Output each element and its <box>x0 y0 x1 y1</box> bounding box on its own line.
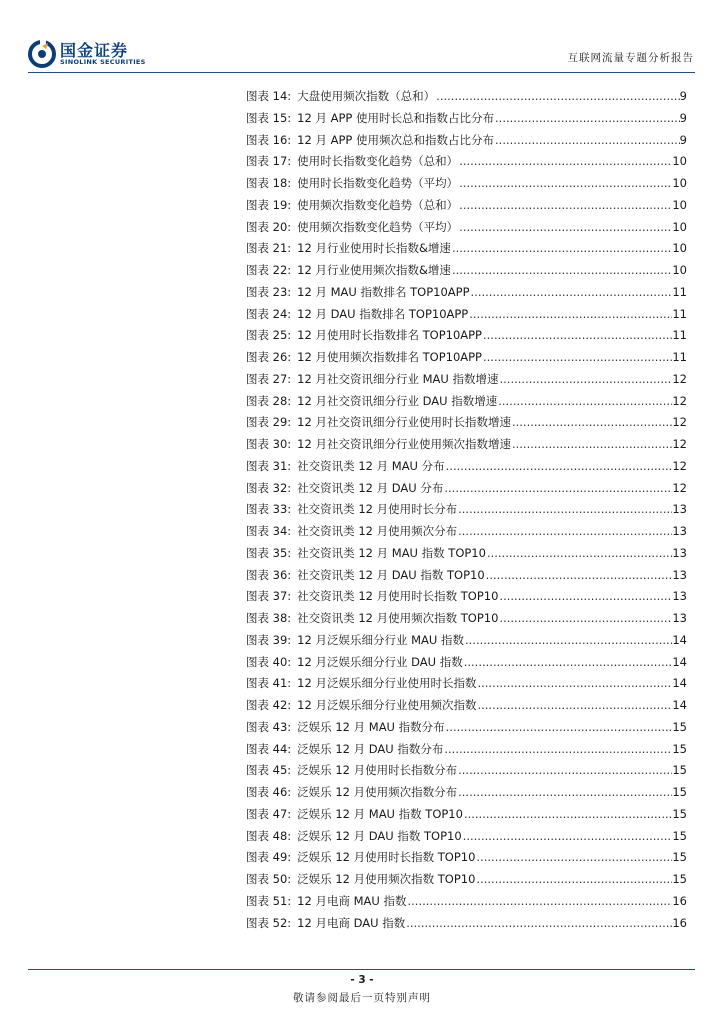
toc-page-number: 15 <box>672 872 687 886</box>
toc-entry[interactable] <box>246 739 687 761</box>
toc-page-number: 16 <box>672 893 687 908</box>
toc-entry[interactable] <box>246 434 687 456</box>
toc-figure-title: 12 月 APP 使用频次总和指数占比分布 <box>297 132 495 147</box>
toc-entry[interactable] <box>246 195 687 217</box>
toc-dot-leader <box>494 108 680 130</box>
toc-dot-leader <box>451 260 672 282</box>
toc-figure-label: 图表 39: <box>246 632 292 647</box>
toc-page-number: 13 <box>672 524 687 538</box>
toc-page-number: 11 <box>672 306 687 321</box>
toc-figure-label: 图表 48: <box>246 828 292 843</box>
header-divider <box>28 72 695 73</box>
toc-page-number: 13 <box>672 611 687 625</box>
toc-page-number: 14 <box>672 676 687 691</box>
toc-figure-label: 图表 42: <box>246 698 292 712</box>
toc-dot-leader <box>445 717 673 739</box>
toc-figure-label: 图表 31: <box>246 458 292 473</box>
toc-page-number: 10 <box>672 176 687 190</box>
toc-entry[interactable] <box>246 869 687 891</box>
toc-page-number: 14 <box>672 698 687 712</box>
toc-dot-leader <box>475 869 672 891</box>
toc-figure-label: 图表 45: <box>246 763 292 778</box>
toc-page-number: 12 <box>672 393 687 408</box>
toc-figure-title: 12 月行业使用时长指数&增速 <box>297 241 451 256</box>
toc-dot-leader <box>458 217 672 239</box>
toc-entry[interactable] <box>246 760 687 782</box>
toc-figure-label: 图表 30: <box>246 437 292 451</box>
toc-page-number: 11 <box>672 284 687 299</box>
toc-entry[interactable] <box>246 130 687 152</box>
toc-entry[interactable] <box>246 456 687 478</box>
toc-figure-label: 图表 50: <box>246 872 292 886</box>
toc-figure-title: 12 月社交资讯细分行业 MAU 指数增速 <box>297 371 499 386</box>
toc-page-number: 10 <box>672 263 687 277</box>
toc-page-number: 13 <box>672 567 687 582</box>
toc-figure-title: 泛娱乐 12 月使用频次指数分布 <box>297 785 458 799</box>
toc-figure-label: 图表 16: <box>246 132 292 147</box>
toc-figure-title: 泛娱乐 12 月使用时长指数 TOP10 <box>297 850 476 865</box>
toc-entry[interactable] <box>246 804 687 826</box>
toc-figure-title: 12 月泛娱乐细分行业 DAU 指数 <box>297 654 463 669</box>
toc-dot-leader <box>405 913 672 935</box>
toc-dot-leader <box>457 760 672 782</box>
toc-page-number: 12 <box>672 437 687 451</box>
toc-entry[interactable] <box>246 391 687 413</box>
toc-figure-label: 图表 17: <box>246 154 292 169</box>
toc-dot-leader <box>468 304 672 326</box>
toc-figure-title: 12 月 MAU 指数排名 TOP10APP <box>297 284 470 299</box>
toc-dot-leader <box>462 826 673 848</box>
toc-figure-label: 图表 44: <box>246 741 292 756</box>
toc-dot-leader <box>475 847 672 869</box>
toc-entry[interactable] <box>246 630 687 652</box>
toc-figure-title: 社交资讯类 12 月 DAU 分布 <box>297 480 444 495</box>
toc-figure-title: 12 月泛娱乐细分行业使用频次指数 <box>297 698 477 712</box>
logo-english-name: SINOLINK SECURITIES <box>60 58 146 66</box>
toc-figure-label: 图表 21: <box>246 241 292 256</box>
toc-figure-title: 社交资讯类 12 月使用频次分布 <box>297 524 458 538</box>
disclaimer-note: 敬请参阅最后一页特别声明 <box>293 992 431 1004</box>
toc-figure-title: 大盘使用频次指数（总和） <box>297 89 436 103</box>
toc-figure-label: 图表 37: <box>246 589 292 604</box>
toc-dot-leader <box>498 608 672 630</box>
toc-entry[interactable] <box>246 347 687 369</box>
toc-entry[interactable] <box>246 586 687 608</box>
toc-figure-label: 图表 32: <box>246 480 292 495</box>
toc-page-number: 15 <box>672 806 687 821</box>
toc-figure-title: 社交资讯类 12 月使用时长分布 <box>297 502 458 517</box>
toc-figure-label: 图表 51: <box>246 893 292 908</box>
toc-dot-leader <box>443 739 672 761</box>
toc-page-number: 12 <box>672 371 687 386</box>
toc-entry[interactable] <box>246 151 687 173</box>
toc-entry[interactable] <box>246 260 687 282</box>
toc-entry[interactable] <box>246 499 687 521</box>
toc-figure-title: 社交资讯类 12 月使用时长指数 TOP10 <box>297 589 499 604</box>
toc-page-number: 11 <box>672 350 687 364</box>
company-logo <box>28 38 146 72</box>
toc-dot-leader <box>458 195 672 217</box>
toc-figure-title: 12 月 DAU 指数排名 TOP10APP <box>297 306 469 321</box>
toc-page-number: 14 <box>672 632 687 647</box>
toc-dot-leader <box>458 173 672 195</box>
toc-figure-title: 12 月行业使用频次指数&增速 <box>297 263 451 277</box>
toc-dot-leader <box>476 695 672 717</box>
toc-figure-label: 图表 43: <box>246 719 292 734</box>
toc-entry[interactable] <box>246 847 687 869</box>
toc-page-number: 12 <box>672 415 687 430</box>
toc-figure-title: 泛娱乐 12 月使用时长指数分布 <box>297 763 458 778</box>
toc-figure-label: 图表 52: <box>246 915 292 930</box>
toc-figure-label: 图表 36: <box>246 567 292 582</box>
page-header <box>0 0 724 80</box>
toc-dot-leader <box>406 891 672 913</box>
toc-dot-leader <box>482 347 672 369</box>
toc-page-number: 10 <box>672 197 687 212</box>
toc-page-number: 9 <box>679 132 687 147</box>
toc-dot-leader <box>511 412 672 434</box>
toc-figure-label: 图表 35: <box>246 545 292 560</box>
toc-entry[interactable] <box>246 673 687 695</box>
toc-figure-label: 图表 22: <box>246 263 292 277</box>
toc-dot-leader <box>485 565 673 587</box>
toc-page-number: 9 <box>679 89 687 103</box>
toc-page-number: 9 <box>679 110 687 125</box>
toc-figure-title: 泛娱乐 12 月 MAU 指数 TOP10 <box>297 806 463 821</box>
toc-figure-title: 使用时长指数变化趋势（总和） <box>297 154 459 169</box>
table-of-figures <box>246 86 687 934</box>
toc-figure-label: 图表 40: <box>246 654 292 669</box>
toc-dot-leader <box>463 804 672 826</box>
toc-figure-label: 图表 27: <box>246 371 292 386</box>
toc-entry[interactable] <box>246 238 687 260</box>
toc-figure-label: 图表 33: <box>246 502 292 517</box>
toc-figure-title: 使用频次指数变化趋势（总和） <box>297 197 459 212</box>
logo-mark-icon <box>28 40 56 68</box>
page-number: - 3 - <box>350 974 374 986</box>
toc-figure-label: 图表 29: <box>246 415 292 430</box>
toc-dot-leader <box>445 456 673 478</box>
toc-dot-leader <box>511 434 672 456</box>
toc-entry[interactable] <box>246 543 687 565</box>
footer-divider <box>28 969 695 970</box>
toc-entry[interactable] <box>246 565 687 587</box>
toc-entry[interactable] <box>246 412 687 434</box>
toc-page-number: 13 <box>672 545 687 560</box>
toc-page-number: 15 <box>672 785 687 799</box>
toc-figure-label: 图表 28: <box>246 393 292 408</box>
toc-figure-label: 图表 34: <box>246 524 292 538</box>
toc-figure-label: 图表 15: <box>246 110 292 125</box>
toc-dot-leader <box>451 238 672 260</box>
toc-figure-title: 12 月社交资讯细分行业使用时长指数增速 <box>297 415 511 430</box>
toc-dot-leader <box>464 630 672 652</box>
toc-page-number: 15 <box>672 719 687 734</box>
toc-entry[interactable] <box>246 304 687 326</box>
toc-dot-leader <box>435 86 680 108</box>
toc-figure-title: 社交资讯类 12 月 MAU 指数 TOP10 <box>297 545 486 560</box>
toc-figure-title: 12 月电商 DAU 指数 <box>297 915 406 930</box>
toc-dot-leader <box>457 521 672 543</box>
toc-page-number: 15 <box>672 828 687 843</box>
toc-page-number: 15 <box>672 741 687 756</box>
report-title: 互联网流量专题分析报告 <box>567 52 694 64</box>
toc-dot-leader <box>482 325 672 347</box>
toc-figure-title: 12 月 APP 使用时长总和指数占比分布 <box>297 110 495 125</box>
toc-figure-title: 泛娱乐 12 月使用频次指数 TOP10 <box>297 872 476 886</box>
toc-dot-leader <box>458 151 672 173</box>
toc-figure-title: 使用时长指数变化趋势（平均） <box>297 176 459 190</box>
toc-figure-label: 图表 20: <box>246 219 292 234</box>
toc-dot-leader <box>498 586 672 608</box>
toc-figure-label: 图表 23: <box>246 284 292 299</box>
toc-figure-label: 图表 24: <box>246 306 292 321</box>
toc-figure-label: 图表 26: <box>246 350 292 364</box>
toc-entry[interactable] <box>246 608 687 630</box>
toc-entry[interactable] <box>246 891 687 913</box>
toc-dot-leader <box>497 391 672 413</box>
toc-figure-label: 图表 46: <box>246 785 292 799</box>
toc-figure-title: 12 月电商 MAU 指数 <box>297 893 407 908</box>
toc-figure-title: 使用频次指数变化趋势（平均） <box>297 219 459 234</box>
toc-page-number: 10 <box>672 154 687 169</box>
toc-entry[interactable] <box>246 282 687 304</box>
toc-entry[interactable] <box>246 695 687 717</box>
toc-page-number: 12 <box>672 458 687 473</box>
toc-page-number: 15 <box>672 763 687 778</box>
toc-page-number: 10 <box>672 241 687 256</box>
toc-entry[interactable] <box>246 826 687 848</box>
toc-figure-title: 12 月泛娱乐细分行业使用时长指数 <box>297 676 477 691</box>
toc-figure-title: 社交资讯类 12 月使用频次指数 TOP10 <box>297 611 499 625</box>
toc-entry[interactable] <box>246 217 687 239</box>
toc-entry[interactable] <box>246 782 687 804</box>
toc-entry[interactable] <box>246 325 687 347</box>
toc-figure-title: 12 月使用频次指数排名 TOP10APP <box>297 350 482 364</box>
toc-dot-leader <box>470 282 673 304</box>
toc-dot-leader <box>457 499 672 521</box>
toc-entry[interactable] <box>246 478 687 500</box>
toc-figure-label: 图表 14: <box>246 89 292 103</box>
toc-figure-label: 图表 41: <box>246 676 292 691</box>
toc-page-number: 13 <box>672 502 687 517</box>
toc-dot-leader <box>463 652 673 674</box>
toc-figure-title: 泛娱乐 12 月 DAU 指数分布 <box>297 741 444 756</box>
toc-dot-leader <box>443 478 672 500</box>
toc-figure-label: 图表 19: <box>246 197 292 212</box>
toc-figure-title: 社交资讯类 12 月 DAU 指数 TOP10 <box>297 567 485 582</box>
logo-chinese-name: 国金证券 <box>60 41 129 60</box>
toc-entry[interactable] <box>246 652 687 674</box>
toc-entry[interactable] <box>246 108 687 130</box>
toc-entry[interactable] <box>246 717 687 739</box>
toc-entry[interactable] <box>246 173 687 195</box>
toc-page-number: 12 <box>672 480 687 495</box>
toc-figure-title: 12 月社交资讯细分行业使用频次指数增速 <box>297 437 511 451</box>
toc-figure-title: 12 月使用时长指数排名 TOP10APP <box>297 328 482 343</box>
toc-dot-leader <box>457 782 672 804</box>
toc-page-number: 16 <box>672 915 687 930</box>
toc-figure-title: 泛娱乐 12 月 DAU 指数 TOP10 <box>297 828 462 843</box>
toc-page-number: 15 <box>672 850 687 865</box>
toc-entry[interactable] <box>246 369 687 391</box>
toc-page-number: 14 <box>672 654 687 669</box>
toc-dot-leader <box>498 369 672 391</box>
toc-dot-leader <box>486 543 672 565</box>
toc-entry[interactable] <box>246 521 687 543</box>
toc-figure-title: 社交资讯类 12 月 MAU 分布 <box>297 458 445 473</box>
toc-figure-title: 12 月社交资讯细分行业 DAU 指数增速 <box>297 393 498 408</box>
toc-dot-leader <box>476 673 672 695</box>
toc-page-number: 11 <box>672 328 687 343</box>
toc-dot-leader <box>494 130 680 152</box>
toc-figure-title: 12 月泛娱乐细分行业 MAU 指数 <box>297 632 464 647</box>
toc-figure-label: 图表 18: <box>246 176 292 190</box>
toc-figure-label: 图表 25: <box>246 328 292 343</box>
toc-page-number: 13 <box>672 589 687 604</box>
toc-figure-label: 图表 47: <box>246 806 292 821</box>
toc-entry[interactable] <box>246 913 687 935</box>
toc-figure-label: 图表 38: <box>246 611 292 625</box>
toc-page-number: 10 <box>672 219 687 234</box>
toc-entry[interactable] <box>246 86 687 108</box>
toc-figure-label: 图表 49: <box>246 850 292 865</box>
toc-figure-title: 泛娱乐 12 月 MAU 指数分布 <box>297 719 445 734</box>
